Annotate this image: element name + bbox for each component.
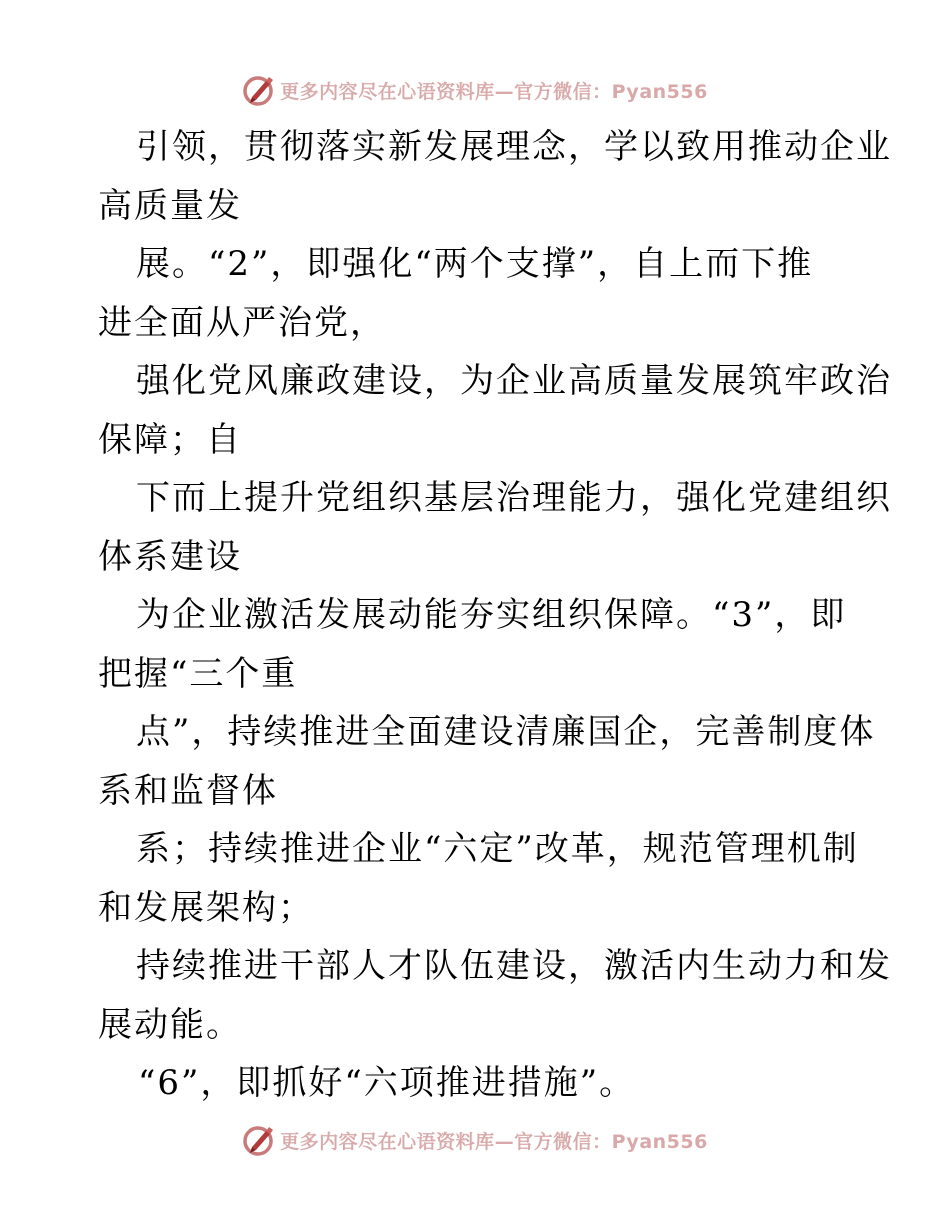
pen-circle-logo-icon xyxy=(242,73,276,107)
banner-text: 更多内容尽在心语资料库—官方微信：Pyan556 xyxy=(280,1130,708,1153)
text-line: 高质量发 xyxy=(98,185,242,226)
text-line: 展动能。 xyxy=(98,1004,242,1045)
text-line: 保障；自 xyxy=(98,419,242,460)
pen-circle-logo-icon xyxy=(242,1123,276,1157)
footer-banner xyxy=(0,1120,950,1160)
text-line: 系；持续推进企业“六定”改革，规范管理机制 xyxy=(136,829,859,869)
header-banner xyxy=(0,70,950,110)
text-line: 把握“三个重 xyxy=(98,653,298,694)
text-line: 和发展架构； xyxy=(98,887,314,928)
text-line: 进全面从严治党， xyxy=(98,302,386,343)
text-line: 强化党风廉政建设，为企业高质量发展筑牢政治 xyxy=(136,361,892,401)
document-body xyxy=(98,118,892,1113)
text-line: 系和监督体 xyxy=(98,770,278,811)
text-line: 下而上提升党组织基层治理能力，强化党建组织 xyxy=(136,478,892,518)
text-line: 为企业激活发展动能夯实组织保障。“3”，即 xyxy=(136,595,847,635)
text-line: 引领，贯彻落实新发展理念，学以致用推动企业 xyxy=(136,127,892,167)
text-line: 展。“2”，即强化“两个支撑”，自上而下推 xyxy=(136,244,814,284)
text-line: “6”，即抓好“六项推进措施”。 xyxy=(138,1063,636,1103)
text-line: 体系建设 xyxy=(98,536,242,577)
text-line: 点”，持续推进全面建设清廉国企，完善制度体 xyxy=(136,712,876,752)
text-line: 持续推进干部人才队伍建设，激活内生动力和发 xyxy=(136,946,892,986)
banner-text: 更多内容尽在心语资料库—官方微信：Pyan556 xyxy=(280,80,708,103)
